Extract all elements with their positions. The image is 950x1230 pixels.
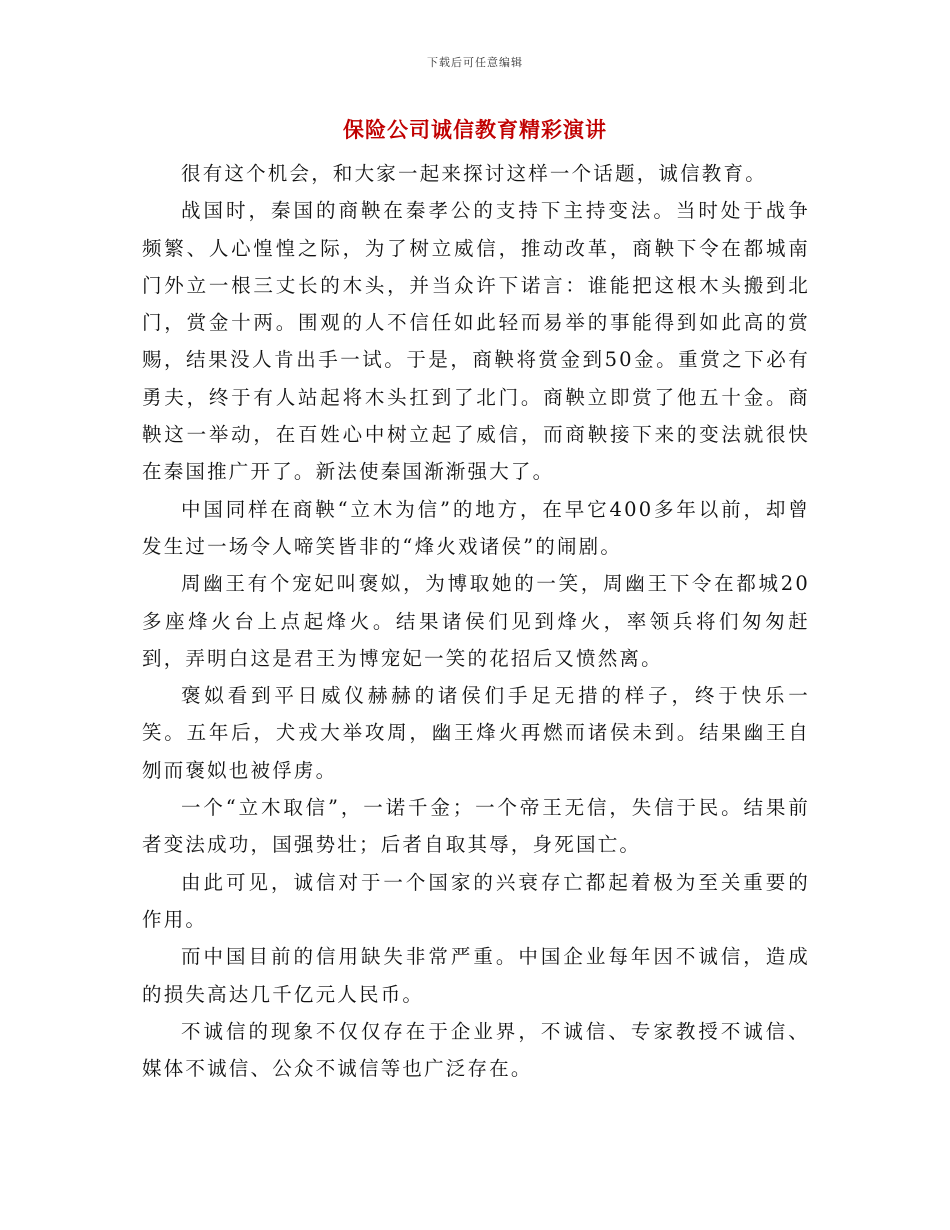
paragraph: 中国同样在商鞅“立木为信”的地方，在早它400多年以前，却曾发生过一场令人啼笑皆非的“烽火戏诸侯”的闹剧。: [142, 497, 810, 558]
header-note: 下载后可任意编辑: [427, 56, 523, 69]
paragraph: 一个“立木取信”，一诺千金；一个帝王无信，失信于民。结果前者变法成功，国强势壮；后者自取其辱，身死国亡。: [142, 796, 810, 857]
paragraph: 战国时，秦国的商鞅在秦孝公的支持下主持变法。当时处于战争频繁、人心惶惶之际，为了树立威信，推动改革，商鞅下令在都城南门外立一根三丈长的木头，并当众许下诺言：谁能把这根木头搬到北门，赏金十两。围观的人不信任如此轻而易举的事能得到如此高的赏赐，结果没人肯出手一试。于是，商鞅将赏金到50金。重赏之下必有勇夫，终于有人站起将木头扛到了北门。商鞅立即赏了他五十金。商鞅这一举动，在百姓心中树立起了威信，而商鞅接下来的变法就很快在秦国推广开了。新法使秦国渐渐强大了。: [142, 199, 810, 484]
paragraph: 很有这个机会，和大家一起来探讨这样一个话题，诚信教育。: [181, 162, 767, 185]
document-title: 保险公司诚信教育精彩演讲: [343, 117, 607, 142]
paragraph: 由此可见，诚信对于一个国家的兴衰存亡都起着极为至关重要的作用。: [142, 870, 810, 931]
paragraph: 褒姒看到平日威仪赫赫的诸侯们手足无措的样子，终于快乐一笑。五年后，犬戎大举攻周，幽王烽火再燃而诸侯未到。结果幽王自刎而褒姒也被俘虏。: [142, 684, 810, 782]
paragraph: 不诚信的现象不仅仅存在于企业界，不诚信、专家教授不诚信、媒体不诚信、公众不诚信等也广泛存在。: [142, 1019, 810, 1081]
paragraph: 周幽王有个宠妃叫褒姒，为博取她的一笑，周幽王下令在都城20多座烽火台上点起烽火。结果诸侯们见到烽火，率领兵将们匆匆赶到，弄明白这是君王为博宠妃一笑的花招后又愤然离。: [142, 572, 810, 670]
paragraph: 而中国目前的信用缺失非常严重。中国企业每年因不诚信，造成的损失高达几千亿元人民币。: [142, 945, 810, 1006]
document-body: [142, 155, 810, 1087]
